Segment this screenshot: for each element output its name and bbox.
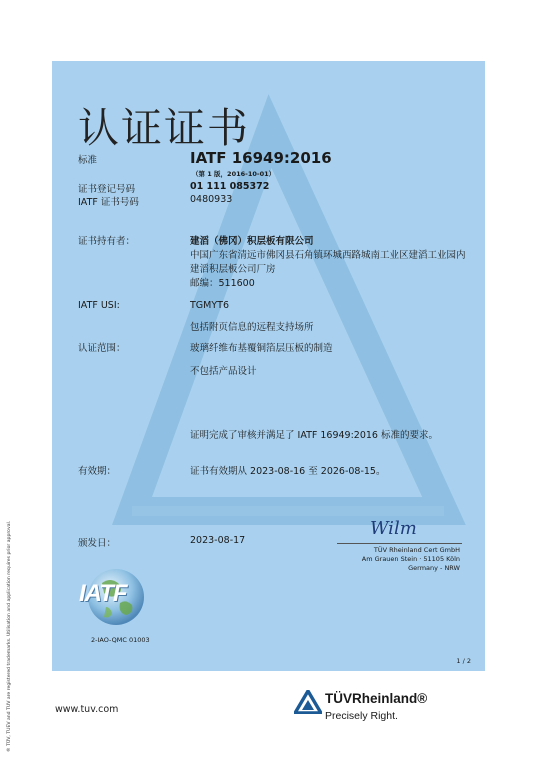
- holder-postcode: 邮编：511600: [190, 278, 255, 289]
- issuer-block: [362, 546, 460, 573]
- iatf-cert-value: 0480933: [190, 194, 233, 205]
- certificate-title: 认证证书: [78, 104, 250, 152]
- holder-label: 证书持有者：: [78, 236, 136, 247]
- registration-label: 证书登记号码: [78, 184, 136, 195]
- iatf-logo: [76, 563, 148, 631]
- page-number: 1 / 2: [456, 657, 471, 665]
- holder-address-line-1: 中国广东省清远市佛冈县石角镇环城西路城南工业区建滔工业园内: [190, 250, 466, 261]
- signature-line: [337, 543, 462, 544]
- standard-edition: （第 1 版，2016-10-01）: [192, 170, 276, 178]
- iatf-cert-label: IATF 证书号码: [78, 197, 139, 208]
- usi-value: TGMYT6: [190, 300, 230, 311]
- signature: Wilm: [370, 518, 417, 539]
- scope-value: 玻璃纤维布基覆铜箔层压板的制造: [190, 343, 333, 354]
- footer-url[interactable]: www.tuv.com: [55, 704, 119, 715]
- scope-note: 不包括产品设计: [190, 366, 257, 377]
- compliance-statement: 证明完成了审核并满足了 IATF 16949:2016 标准的要求。: [190, 430, 438, 441]
- tuv-triangle-icon: [294, 690, 322, 714]
- issue-date-value: 2023-08-17: [190, 535, 246, 546]
- issuer-line-2: Am Grauen Stein · 51105 Köln: [361, 555, 460, 563]
- holder-name: 建滔（佛冈）积层板有限公司: [190, 236, 314, 247]
- validity-label: 有效期：: [78, 466, 117, 477]
- issuer-line-1: TÜV Rheinland Cert GmbH: [373, 546, 460, 554]
- trademark-side-note: ® TÜV, TUEV and TUV are registered trademarks. Utilisation and application requires prior approval.: [7, 520, 12, 752]
- iatf-logo-text: IATF: [79, 580, 127, 607]
- validity-value: 证书有效期从 2023-08-16 至 2026-08-15。: [190, 466, 386, 477]
- registration-value: 01 111 085372: [190, 181, 270, 192]
- scope-label: 认证范围：: [78, 343, 126, 354]
- standard-value: IATF 16949:2016: [190, 149, 332, 167]
- iatf-code: 2-IAO-QMC 01003: [91, 636, 150, 644]
- usi-note: 包括附页信息的远程支持场所: [190, 322, 314, 333]
- issuer-line-3: Germany - NRW: [408, 564, 460, 572]
- tuv-brand-logo: [294, 687, 454, 727]
- issue-date-label: 颁发日：: [78, 538, 117, 549]
- tuv-brand-name: TÜVRheinland®: [325, 691, 428, 706]
- tuv-slogan: Precisely Right.: [325, 710, 398, 722]
- usi-label: IATF USI:: [78, 300, 120, 311]
- holder-address-line-2: 建滔积层板公司厂房: [190, 264, 276, 275]
- certificate-panel: [52, 61, 485, 671]
- standard-label: 标准: [78, 155, 98, 166]
